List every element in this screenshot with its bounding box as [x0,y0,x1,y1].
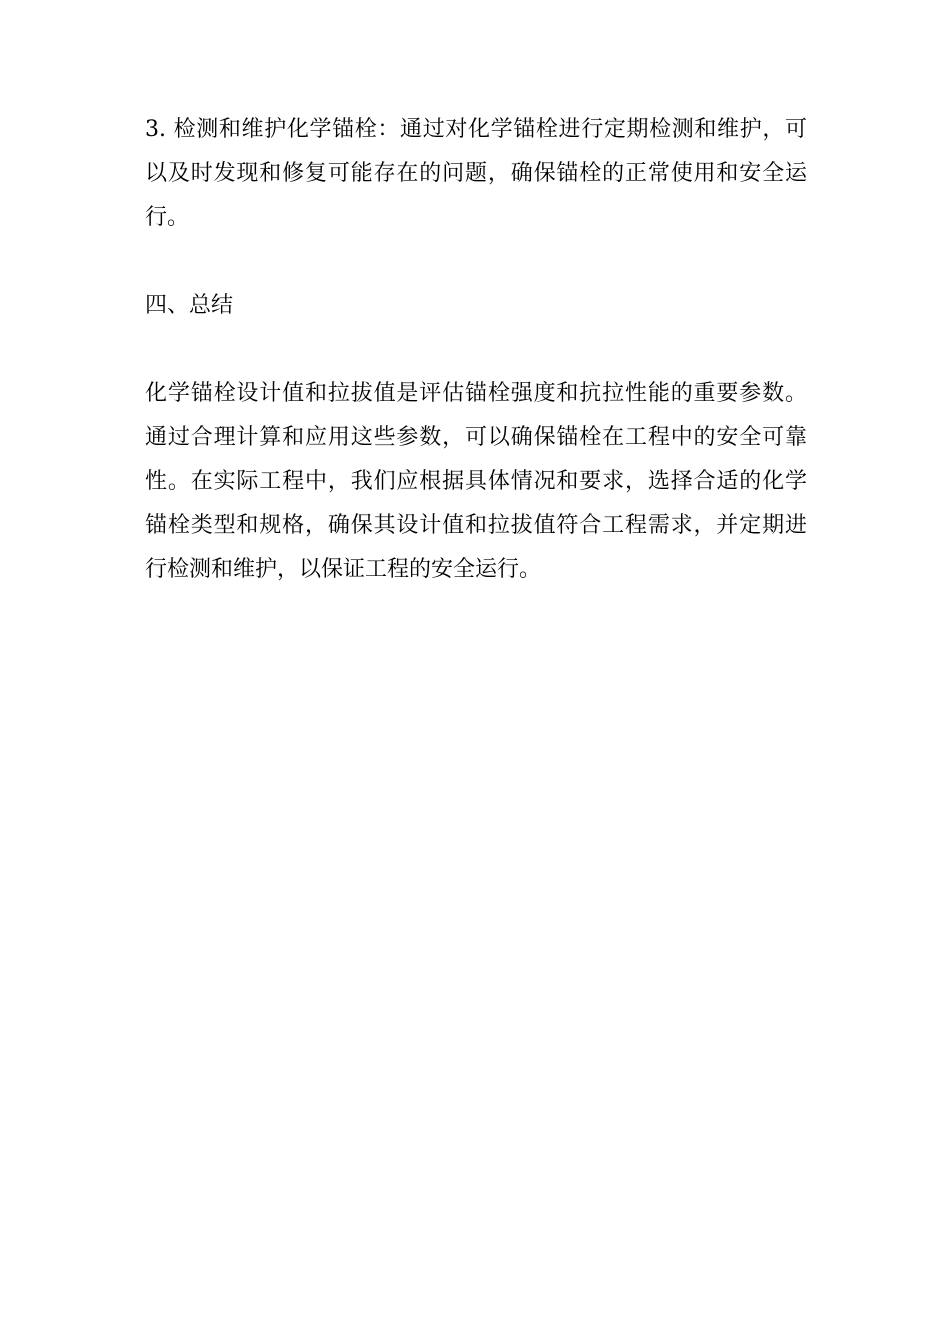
summary-line-1: 化学锚栓设计值和拉拔值是评估锚栓强度和抗拉性能的重要参数。 [145,381,807,406]
summary-line-3: 性。在实际工程中，我们应根据具体情况和要求，选择合适的化学 [145,469,807,494]
document-body [145,108,807,592]
summary-line-5: 行检测和维护，以保证工程的安全运行。 [145,557,542,582]
item-3-line-2: 以及时发现和修复可能存在的问题，确保锚栓的正常使用和安全运 [145,161,807,186]
summary-line-4: 锚栓类型和规格，确保其设计值和拉拔值符合工程需求，并定期进 [145,513,807,538]
summary-line-2: 通过合理计算和应用这些参数，可以确保锚栓在工程中的安全可靠 [145,425,807,450]
item-3-paragraph [145,108,807,240]
item-3-line-1: 3. 检测和维护化学锚栓：通过对化学锚栓进行定期检测和维护，可 [145,117,807,142]
paragraph-gap [145,240,807,284]
item-3-line-3: 行。 [145,205,190,230]
summary-paragraph [145,372,807,592]
section-4-heading: 四、总结 [145,293,234,318]
paragraph-gap [145,328,807,372]
